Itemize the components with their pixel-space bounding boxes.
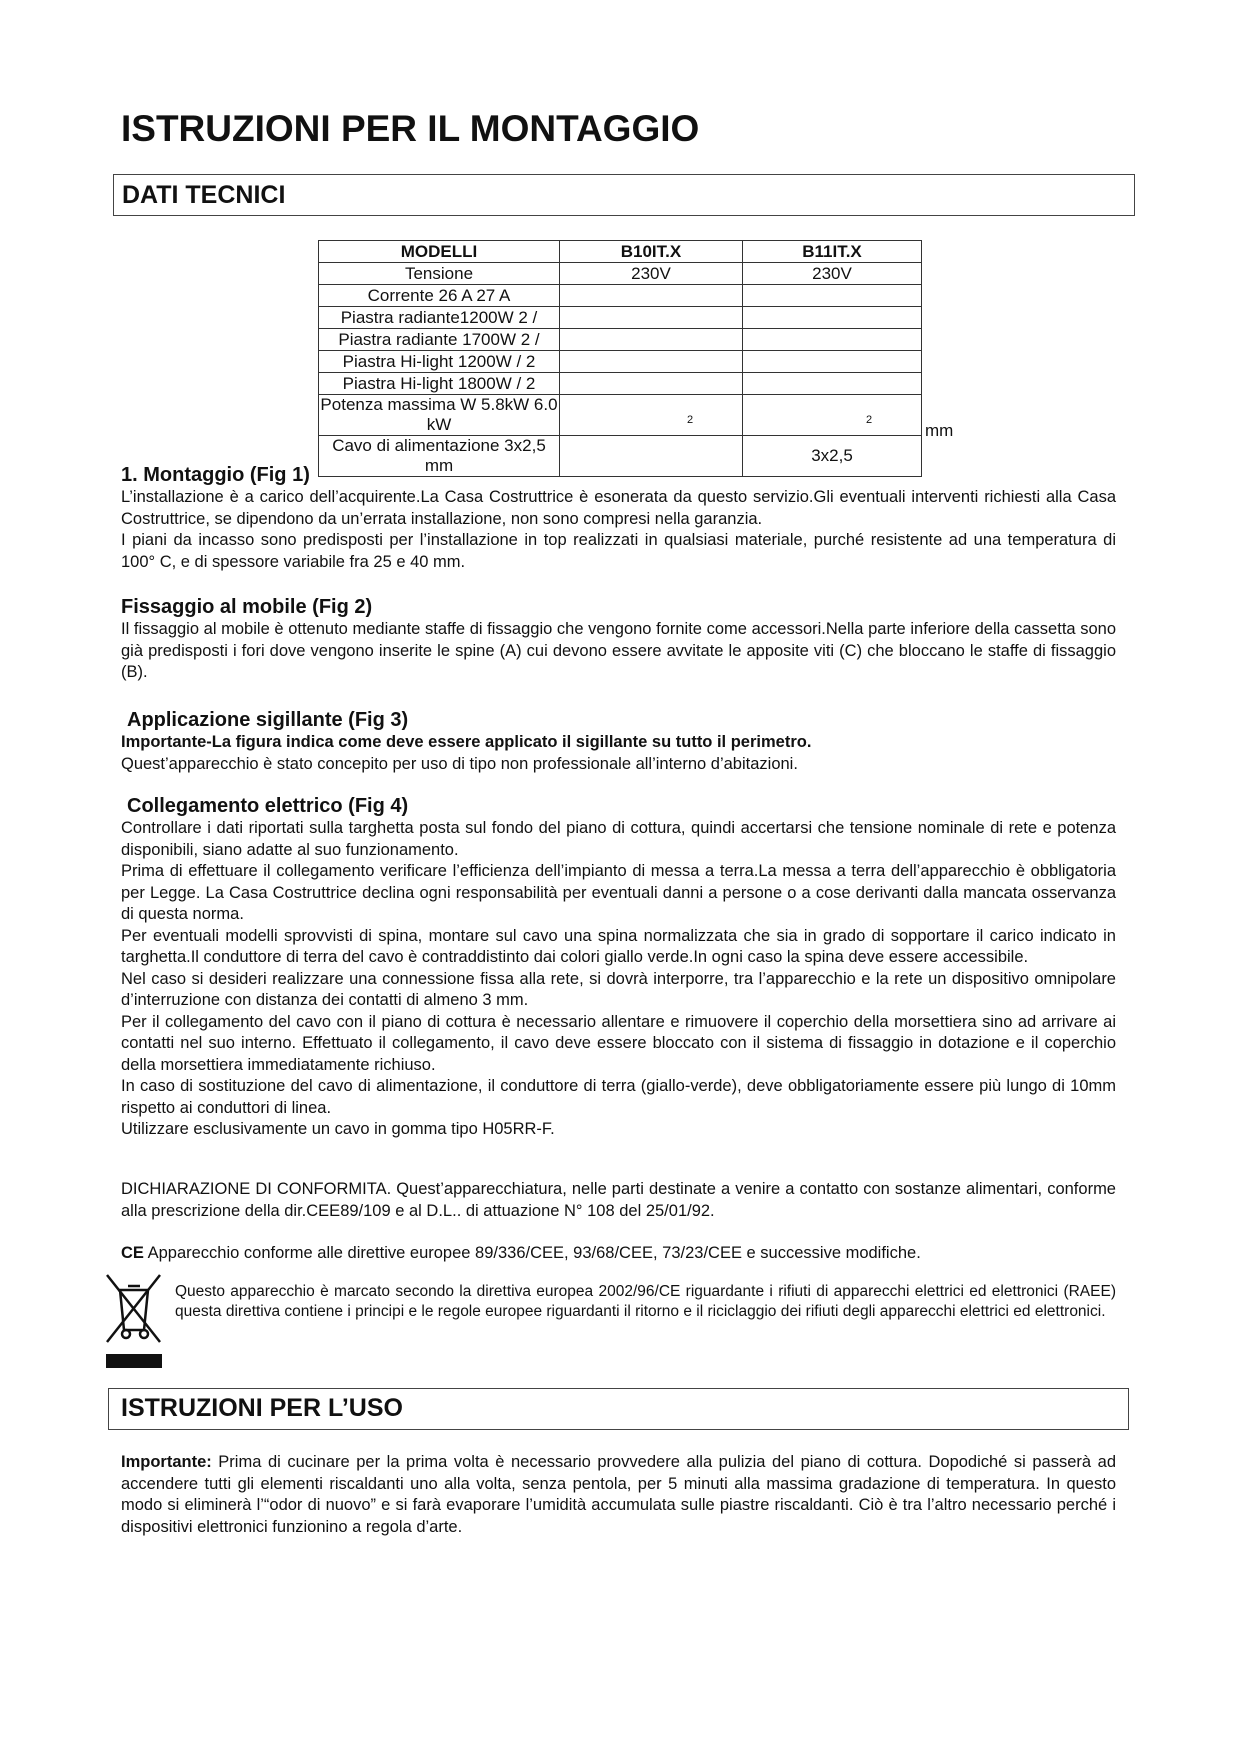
- table-cell: Piastra radiante 1700W 2 /: [319, 329, 560, 351]
- paragraph-raee: [175, 1282, 1116, 1321]
- unit-label: mm: [925, 421, 954, 440]
- paragraph-elettrico: [121, 818, 1116, 1141]
- table-cell: Piastra Hi-light 1200W / 2: [319, 351, 560, 373]
- table-cell: 230V: [743, 263, 922, 285]
- paragraph-text-bold: Importante-La figura indica come deve essere applicato il sigillante su tutto il perimetro.: [121, 733, 812, 751]
- table-cell: 230V: [560, 263, 743, 285]
- paragraph-text: DICHIARAZIONE DI CONFORMITA. Quest’apparecchiatura, nelle parti destinate a venire a contatto con sostanze alimentari, conforme alla prescrizione della dir.CEE89/109 e al D.L.. di attuazione N° 108 del 25/01/92.: [121, 1180, 1116, 1220]
- paragraph-text: Prima di effettuare il collegamento verificare l’efficienza dell’impianto di messa a terra.La messa a terra dell’apparecchio è obbligatoria per Legge. La Casa Costruttrice declina ogni responsabilità per eventuali danni a persone o a cose derivanti dalla mancata osservanza di questa norma.: [121, 862, 1116, 923]
- paragraph-text: Quest’apparecchio è stato concepito per uso di tipo non professionale all’interno d’abitazioni.: [121, 754, 798, 773]
- page-title: ISTRUZIONI PER IL MONTAGGIO: [121, 108, 700, 149]
- table-cell: Corrente 26 A 27 A: [319, 285, 560, 307]
- table-header-row: [319, 241, 922, 263]
- heading-elettrico: Collegamento elettrico (Fig 4): [127, 795, 409, 817]
- spec-table: [318, 240, 922, 477]
- table-row: [319, 263, 922, 285]
- table-row: [319, 307, 922, 329]
- table-cell: [743, 329, 922, 351]
- superscript-2: 2: [687, 414, 694, 426]
- table-cell: Potenza massima W 5.8kW 6.0 kW: [320, 395, 558, 434]
- table-cell: [560, 329, 743, 351]
- table-row: [319, 395, 922, 436]
- table-cell: 3x2,5: [743, 436, 922, 477]
- table-row: [319, 329, 922, 351]
- table-cell: [560, 373, 743, 395]
- table-cell: [560, 285, 743, 307]
- paragraph-text: Utilizzare esclusivamente un cavo in gomma tipo H05RR-F.: [121, 1120, 555, 1138]
- section-header-dati-tecnici: [113, 174, 1135, 216]
- paragraph-text: Il fissaggio al mobile è ottenuto mediante staffe di fissaggio che vengono fornite come accessori.Nella parte inferiore della cassetta sono già predisposti i fori dove vengono inserite le spine (A) cui devono essere avvitate le apposite viti (C) che bloccano le staffe di fissaggio (B).: [121, 620, 1116, 681]
- paragraph-text: Questo apparecchio è marcato secondo la direttiva europea 2002/96/CE riguardante i rifiuti di apparecchi elettrici ed elettronici (RAEE) questa direttiva contiene i principi e le regole europee riguardanti il ritorno e il riciclaggio dei rifiuti degli apparecchi elettrici ed elettronici.: [175, 1283, 1116, 1320]
- table-cell: Tensione: [319, 263, 560, 285]
- table-row: [319, 351, 922, 373]
- table-cell: [743, 285, 922, 307]
- paragraph-fissaggio: [121, 619, 1116, 684]
- table-cell: [560, 436, 743, 477]
- importante-text: Prima di cucinare per la prima volta è necessario provvedere alla pulizia del piano di cottura. Dopodiché si passerà ad accendere tutti gli elementi riscaldanti uno alla volta, senza pentola, per 5 minuti alla massima gradazione di temperatura. In questo modo si eliminerà l’“odor di nuovo” e si farà evaporare l’umidità accumulata sulle piastre riscaldanti. Ciò è tra l’altro necessario perché i dispositivi elettronici funzionino a regola d’arte.: [121, 1453, 1116, 1536]
- header-cell: MODELLI: [319, 241, 560, 263]
- table-cell: [560, 307, 743, 329]
- paragraph-text: Controllare i dati riportati sulla targhetta posta sul fondo del piano di cottura, quindi accertarsi che tensione nominale di rete e potenza disponibili, siano adatte al suo funzionamento.: [121, 819, 1116, 859]
- table-cell: [743, 395, 922, 436]
- section-header-istruzioni-uso: [108, 1388, 1129, 1430]
- crossed-out-wheelie-bin-icon: [104, 1272, 164, 1374]
- table-row: [319, 373, 922, 395]
- paragraph-text: I piani da incasso sono predisposti per l’installazione in top realizzati in qualsiasi materiale, purché resistente ad una temperatura di 100° C, e di spessore variabile fra 25 e 40 mm.: [121, 531, 1116, 571]
- table-row: [319, 436, 922, 477]
- table-cell: [743, 307, 922, 329]
- heading-montaggio: 1. Montaggio (Fig 1): [121, 464, 310, 486]
- paragraph-text: Per il collegamento del cavo con il piano di cottura è necessario allentare e rimuovere il coperchio della morsettiera sino ad arrivare ai contatti nel suo interno. Effettuato il collegamento, il cavo deve essere bloccato con il sistema di fissaggio in dotazione e il coperchio della morsettiera immediatamente richiuso.: [121, 1012, 1116, 1074]
- table-cell: [560, 351, 743, 373]
- table-cell: [743, 351, 922, 373]
- section-title: ISTRUZIONI PER L’USO: [121, 1394, 403, 1422]
- header-cell: B11IT.X: [743, 241, 922, 263]
- superscript-2: 2: [866, 414, 873, 426]
- paragraph-text: L’installazione è a carico dell’acquirente.La Casa Costruttrice è esonerata da questo servizio.Gli eventuali interventi richiesti alla Casa Costruttrice, se dipendono da un’errata installazione, non sono compresi nella garanzia.: [121, 488, 1116, 528]
- table-cell: Piastra Hi-light 1800W / 2: [319, 373, 560, 395]
- paragraph-text: Per eventuali modelli sprovvisti di spina, montare sul cavo una spina normalizzata che sia in grado di sopportare il carico indicato in targhetta.Il conduttore di terra del cavo è contraddistinto dai colori giallo verde.In ogni caso la spina deve essere accessibile.: [121, 926, 1116, 966]
- heading-sigillante: Applicazione sigillante (Fig 3): [127, 709, 409, 731]
- paragraph-text: Nel caso si desideri realizzare una connessione fissa alla rete, si dovrà interporre, tra l’apparecchio e la rete un dispositivo omnipolare d’interruzione con distanza dei contatti di almeno 3 mm.: [121, 969, 1116, 1009]
- table-cell: Cavo di alimentazione 3x2,5 mm: [319, 436, 560, 477]
- paragraph-ce: [121, 1243, 1116, 1265]
- table-cell: [560, 395, 743, 436]
- importante-label: Importante:: [121, 1453, 212, 1471]
- paragraph-conformita: [121, 1179, 1116, 1222]
- heading-fissaggio: Fissaggio al mobile (Fig 2): [121, 596, 373, 618]
- paragraph-importante: [121, 1452, 1116, 1538]
- section-title: DATI TECNICI: [122, 181, 286, 209]
- ce-label: CE: [121, 1244, 144, 1262]
- table-cell: Piastra radiante1200W 2 /: [319, 307, 560, 329]
- paragraph-montaggio: [121, 487, 1116, 573]
- header-cell: B10IT.X: [560, 241, 743, 263]
- table-row: [319, 285, 922, 307]
- ce-text: Apparecchio conforme alle direttive europee 89/336/CEE, 93/68/CEE, 73/23/CEE e successive modifiche.: [143, 1244, 921, 1262]
- paragraph-text: In caso di sostituzione del cavo di alimentazione, il conduttore di terra (giallo-verde), deve obbligatoriamente essere più lungo di 10mm rispetto ai conduttori di linea.: [121, 1077, 1116, 1117]
- paragraph-sigillante: [121, 732, 1116, 775]
- table-cell: [743, 373, 922, 395]
